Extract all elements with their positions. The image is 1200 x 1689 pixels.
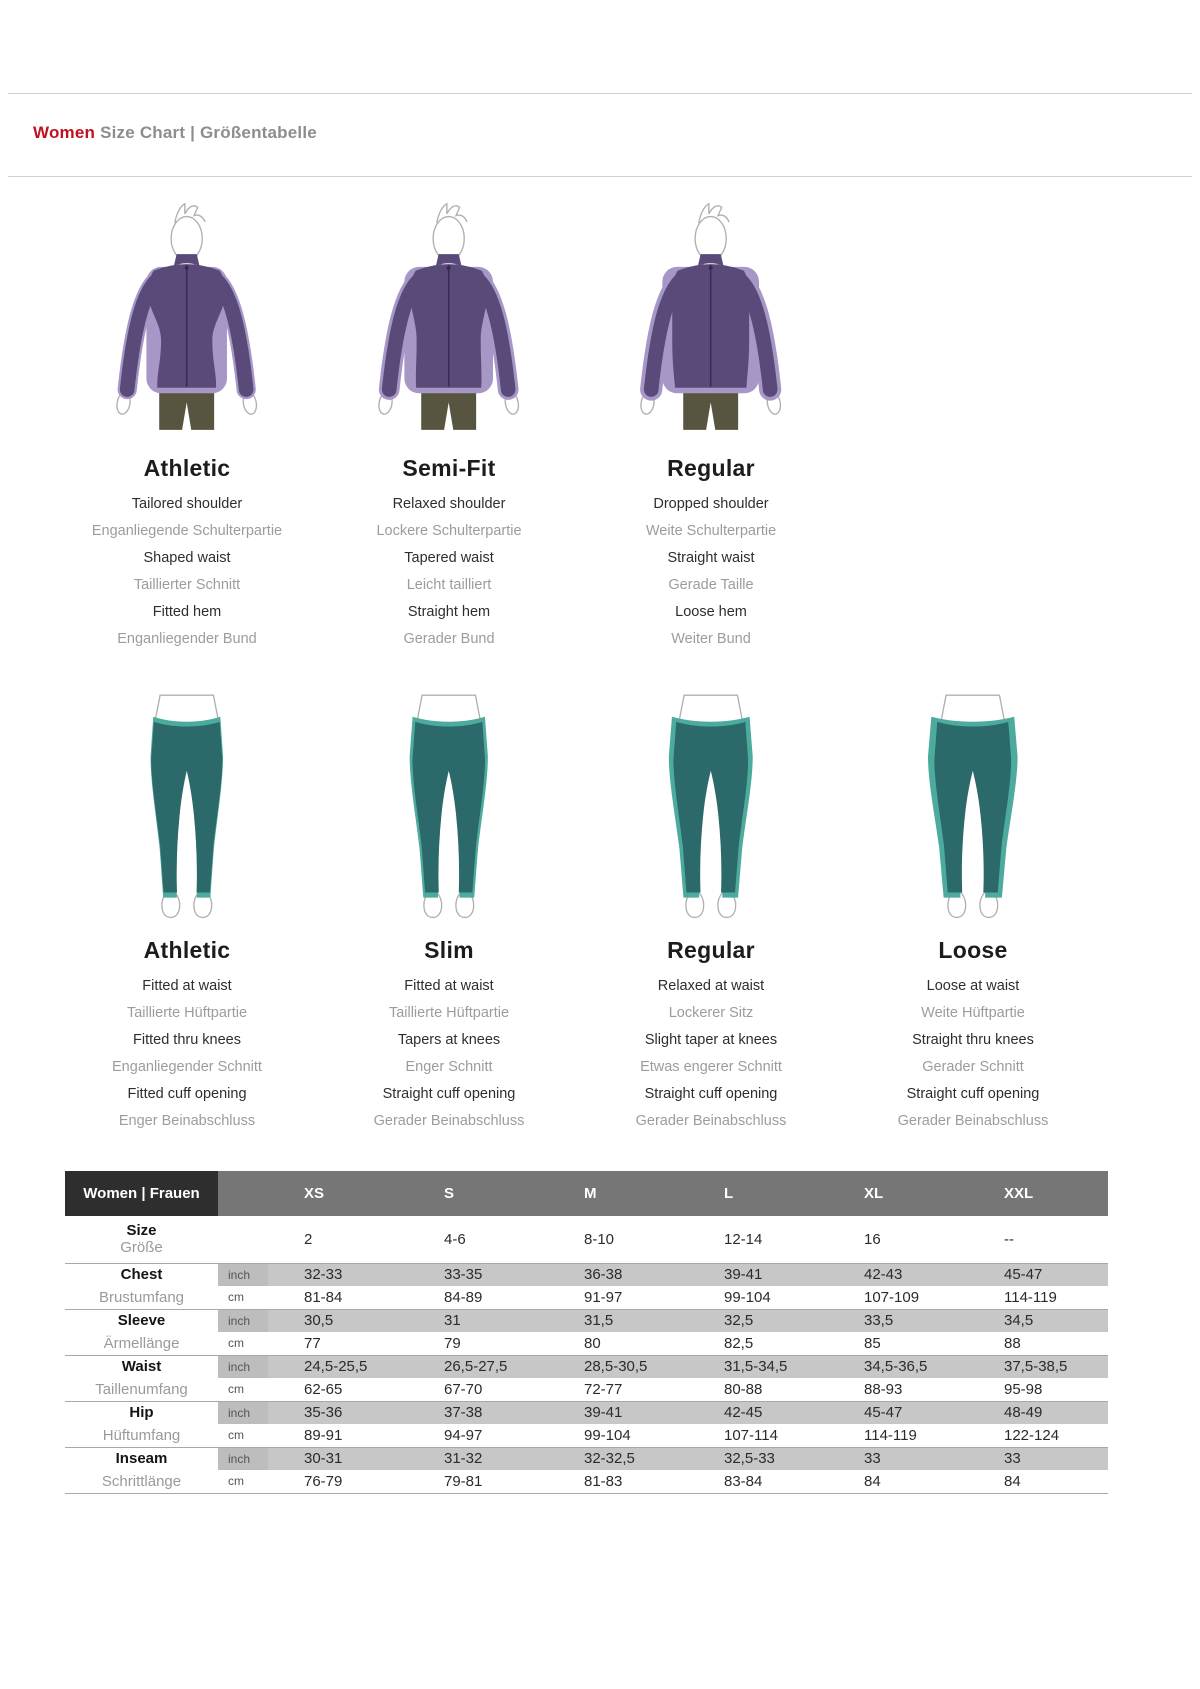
- page-title: [0, 94, 1200, 176]
- fit-title: Semi-Fit: [402, 455, 496, 481]
- jacket-fit-illustration: [56, 201, 318, 439]
- fit-feature-de: Etwas engerer Schnitt: [640, 1059, 782, 1075]
- measurement-label-en: Sleeve: [65, 1309, 218, 1332]
- measurement-value-cell: 31,5-34,5: [688, 1355, 828, 1378]
- unit-inch-cell: inch: [218, 1355, 268, 1378]
- measurement-value-cell: 32,5: [688, 1309, 828, 1332]
- measurement-value-cell: 77: [304, 1334, 321, 1352]
- table-corner-label: Women | Frauen: [65, 1171, 218, 1216]
- fit-title: Slim: [424, 937, 474, 963]
- measurement-value-cell: 84: [828, 1470, 968, 1493]
- measurement-value-cell: 114-119: [864, 1426, 917, 1444]
- fit-feature-de: Enganliegende Schulterpartie: [91, 523, 283, 539]
- measurement-value-cell: 79: [444, 1334, 461, 1352]
- measurement-label-de: Hüftumfang: [102, 1426, 181, 1444]
- fit-title: Athletic: [143, 455, 231, 481]
- table-row-inch: [65, 1355, 1108, 1378]
- table-col-header-m: M: [548, 1171, 688, 1216]
- unit-cm-cell: cm: [218, 1470, 268, 1493]
- table-row-cm: [65, 1332, 1108, 1355]
- pants-fit-illustration: [580, 681, 842, 921]
- fit-feature-en: Tapers at knees: [397, 1032, 501, 1048]
- measurement-value-cell: 85: [864, 1334, 881, 1352]
- fit-feature-de: Lockere Schulterpartie: [376, 523, 522, 539]
- size-unit-cell: [218, 1216, 268, 1263]
- fit-feature-en: Fitted at waist: [142, 978, 232, 994]
- fit-feature-en: Loose hem: [675, 604, 747, 620]
- fit-feature-de: Leicht tailliert: [406, 577, 492, 593]
- fit-feature-de: Gerader Beinabschluss: [373, 1113, 525, 1129]
- measurement-value-cell: 99-104: [584, 1426, 631, 1444]
- measurement-value-cell: 34,5: [968, 1309, 1108, 1332]
- unit-cm-cell: cm: [228, 1336, 244, 1351]
- measurement-value-cell: 37,5-38,5: [968, 1355, 1108, 1378]
- measurement-value-cell: 95-98: [1004, 1380, 1043, 1398]
- measurement-value-cell: 32-33: [268, 1263, 408, 1286]
- measurement-value-cell: 37-38: [408, 1401, 548, 1424]
- fit-feature-de: Weiter Bund: [671, 631, 751, 647]
- measurement-value-cell: 30,5: [268, 1309, 408, 1332]
- measurement-value-cell: 48-49: [968, 1401, 1108, 1424]
- measurement-value-cell: 79-81: [408, 1470, 548, 1493]
- table-unit-header: [218, 1171, 268, 1216]
- measurement-value-cell: 107-109: [864, 1288, 920, 1306]
- table-col-header-xs: XS: [268, 1171, 408, 1216]
- size-label-cell: [65, 1216, 218, 1263]
- fit-feature-en: Fitted at waist: [404, 978, 494, 994]
- fit-feature-de: Gerader Bund: [403, 631, 495, 647]
- measurement-value-cell: 35-36: [268, 1401, 408, 1424]
- unit-cm-cell: cm: [228, 1290, 244, 1305]
- jacket-fit-illustration: [580, 201, 842, 439]
- fit-feature-en: Tailored shoulder: [131, 496, 243, 512]
- measurement-value-cell: 26,5-27,5: [408, 1355, 548, 1378]
- measurement-value-cell: 81-83: [548, 1470, 688, 1493]
- measurement-value-cell: 32-32,5: [548, 1447, 688, 1470]
- measurement-value-cell: 89-91: [304, 1426, 343, 1444]
- pants-fit-card-loose: [842, 681, 1104, 1135]
- measurement-label-de: Ärmellänge: [103, 1334, 180, 1352]
- unit-cm-cell: cm: [228, 1428, 244, 1443]
- unit-cm-cell: cm: [228, 1382, 244, 1397]
- measurement-value-cell: 94-97: [444, 1426, 483, 1444]
- size-value-cell: 2: [304, 1230, 313, 1248]
- fit-feature-de: Gerader Beinabschluss: [635, 1113, 787, 1129]
- measurement-value-cell: 114-119: [1004, 1288, 1057, 1306]
- fit-feature-de: Taillierte Hüftpartie: [388, 1005, 510, 1021]
- size-label-en: Size: [126, 1222, 157, 1240]
- measurement-value-cell: 84: [968, 1470, 1108, 1493]
- measurement-value-cell: 83-84: [688, 1470, 828, 1493]
- measurement-label-en: Hip: [65, 1401, 218, 1424]
- unit-inch-cell: inch: [218, 1263, 268, 1286]
- fit-feature-de: Enger Beinabschluss: [118, 1113, 256, 1129]
- fit-feature-de: Taillierter Schnitt: [133, 577, 241, 593]
- measurement-value-cell: 28,5-30,5: [548, 1355, 688, 1378]
- fit-feature-en: Straight hem: [407, 604, 491, 620]
- fit-feature-list: [580, 973, 842, 1135]
- fit-feature-de: Enganliegender Bund: [117, 631, 257, 647]
- unit-inch-cell: inch: [218, 1401, 268, 1424]
- measurement-value-cell: 45-47: [968, 1263, 1108, 1286]
- measurement-value-cell: 107-114: [724, 1426, 778, 1444]
- measurement-value-cell: 91-97: [584, 1288, 623, 1306]
- table-col-header-s: S: [408, 1171, 548, 1216]
- measurement-value-cell: 84-89: [444, 1288, 483, 1306]
- size-value-cell: 8-10: [584, 1230, 615, 1248]
- measurement-label-de: Brustumfang: [98, 1288, 185, 1306]
- fit-feature-list: [56, 973, 318, 1135]
- measurement-value-cell: 88-93: [864, 1380, 903, 1398]
- measurement-value-cell: 30-31: [268, 1447, 408, 1470]
- fit-feature-de: Gerade Taille: [668, 577, 754, 593]
- measurement-value-cell: 67-70: [444, 1380, 483, 1398]
- size-label-de: Größe: [120, 1239, 163, 1257]
- pants-fit-card-slim: [318, 681, 580, 1135]
- measurement-value-cell: 42-43: [828, 1263, 968, 1286]
- pants-fit-illustration: [318, 681, 580, 921]
- fit-title: Loose: [938, 937, 1008, 963]
- fit-feature-en: Tapered waist: [404, 550, 494, 566]
- fit-title: Regular: [667, 937, 755, 963]
- measurement-value-cell: 33: [968, 1447, 1108, 1470]
- table-row-inch: [65, 1309, 1108, 1332]
- measurement-value-cell: 45-47: [828, 1401, 968, 1424]
- pants-fit-card-regular: [580, 681, 842, 1135]
- size-chart-page: [0, 93, 1200, 1494]
- fit-feature-de: Weite Schulterpartie: [645, 523, 777, 539]
- jacket-fit-card-regular: [580, 201, 842, 653]
- size-value-cell: 4-6: [444, 1230, 466, 1248]
- fit-feature-en: Straight cuff opening: [906, 1086, 1040, 1102]
- page-title-secondary: Size Chart | Größentabelle: [100, 123, 317, 142]
- fit-feature-en: Slight taper at knees: [644, 1032, 778, 1048]
- measurement-value-cell: 76-79: [268, 1470, 408, 1493]
- page-title-primary: Women: [33, 123, 96, 142]
- measurement-value-cell: 42-45: [688, 1401, 828, 1424]
- unit-inch-cell: inch: [218, 1447, 268, 1470]
- fit-feature-de: Enger Schnitt: [405, 1059, 493, 1075]
- size-value-cell: 16: [864, 1230, 881, 1248]
- fit-feature-de: Weite Hüftpartie: [921, 1005, 1025, 1021]
- measurement-value-cell: 31: [408, 1309, 548, 1332]
- size-value-cell: 12-14: [724, 1230, 763, 1248]
- table-col-header-xxl: XXL: [968, 1171, 1108, 1216]
- fit-feature-list: [842, 973, 1104, 1135]
- fit-feature-en: Loose at waist: [926, 978, 1020, 994]
- measurement-value-cell: 32,5-33: [688, 1447, 828, 1470]
- table-row-cm: [65, 1424, 1108, 1447]
- fit-feature-en: Fitted cuff opening: [127, 1086, 247, 1102]
- measurement-value-cell: 39-41: [688, 1263, 828, 1286]
- measurement-value-cell: 72-77: [584, 1380, 623, 1398]
- size-table: [65, 1171, 1108, 1494]
- pant-fits-section: [0, 681, 1200, 1135]
- fit-feature-de: Gerader Schnitt: [922, 1059, 1024, 1075]
- measurement-label-de: Schrittlänge: [65, 1470, 218, 1493]
- fit-feature-de: Taillierte Hüftpartie: [126, 1005, 248, 1021]
- table-row-cm: [65, 1286, 1108, 1309]
- jacket-fits-section: [0, 201, 1200, 653]
- measurement-value-cell: 99-104: [724, 1288, 771, 1306]
- table-row-inch: [65, 1401, 1108, 1424]
- fit-feature-list: [318, 973, 580, 1135]
- fit-feature-de: Lockerer Sitz: [668, 1005, 754, 1021]
- table-row-size: [65, 1216, 1108, 1263]
- table-header-row: [65, 1171, 1108, 1216]
- fit-title: Regular: [667, 455, 755, 481]
- fit-feature-en: Relaxed shoulder: [392, 496, 506, 512]
- fit-feature-de: Gerader Beinabschluss: [897, 1113, 1049, 1129]
- jacket-fit-illustration: [318, 201, 580, 439]
- measurement-value-cell: 33: [828, 1447, 968, 1470]
- jacket-fit-card-semi-fit: [318, 201, 580, 653]
- measurement-value-cell: 34,5-36,5: [828, 1355, 968, 1378]
- fit-feature-en: Shaped waist: [143, 550, 231, 566]
- pants-fit-card-athletic: [56, 681, 318, 1135]
- size-value-cell: --: [1004, 1230, 1014, 1248]
- fit-feature-de: Enganliegender Schnitt: [112, 1059, 262, 1075]
- measurement-value-cell: 88: [1004, 1334, 1021, 1352]
- measurement-label-en: Inseam: [65, 1447, 218, 1470]
- measurement-value-cell: 36-38: [548, 1263, 688, 1286]
- measurement-value-cell: 82,5: [724, 1334, 754, 1352]
- table-col-header-xl: XL: [828, 1171, 968, 1216]
- table-col-header-l: L: [688, 1171, 828, 1216]
- table-row-inch: [65, 1263, 1108, 1286]
- fit-feature-en: Dropped shoulder: [653, 496, 769, 512]
- title-divider: [8, 176, 1192, 177]
- unit-inch-cell: inch: [218, 1309, 268, 1332]
- fit-feature-en: Straight cuff opening: [382, 1086, 516, 1102]
- fit-feature-en: Straight thru knees: [912, 1032, 1034, 1048]
- measurement-value-cell: 24,5-25,5: [268, 1355, 408, 1378]
- measurement-value-cell: 33-35: [408, 1263, 548, 1286]
- measurement-value-cell: 31-32: [408, 1447, 548, 1470]
- measurement-value-cell: 33,5: [828, 1309, 968, 1332]
- pants-fit-illustration: [56, 681, 318, 921]
- fit-feature-en: Straight waist: [667, 550, 755, 566]
- measurement-label-en: Chest: [65, 1263, 218, 1286]
- fit-feature-en: Fitted hem: [152, 604, 222, 620]
- measurement-value-cell: 81-84: [304, 1288, 343, 1306]
- fit-feature-en: Relaxed at waist: [657, 978, 765, 994]
- jacket-fit-card-athletic: [56, 201, 318, 653]
- measurement-value-cell: 122-124: [1004, 1426, 1060, 1444]
- table-row-cm: [65, 1378, 1108, 1401]
- fit-feature-list: [56, 491, 318, 653]
- table-row-inch: [65, 1447, 1108, 1470]
- fit-feature-list: [580, 491, 842, 653]
- fit-feature-list: [318, 491, 580, 653]
- measurement-label-de: Taillenumfang: [95, 1380, 188, 1398]
- pants-fit-illustration: [842, 681, 1104, 921]
- measurement-value-cell: 80-88: [724, 1380, 763, 1398]
- measurement-value-cell: 62-65: [304, 1380, 343, 1398]
- measurement-label-en: Waist: [65, 1355, 218, 1378]
- fit-feature-en: Fitted thru knees: [133, 1032, 241, 1048]
- fit-title: Athletic: [143, 937, 231, 963]
- table-row-cm: [65, 1470, 1108, 1493]
- fit-feature-en: Straight cuff opening: [644, 1086, 778, 1102]
- measurement-value-cell: 39-41: [548, 1401, 688, 1424]
- measurement-value-cell: 31,5: [548, 1309, 688, 1332]
- measurement-value-cell: 80: [584, 1334, 601, 1352]
